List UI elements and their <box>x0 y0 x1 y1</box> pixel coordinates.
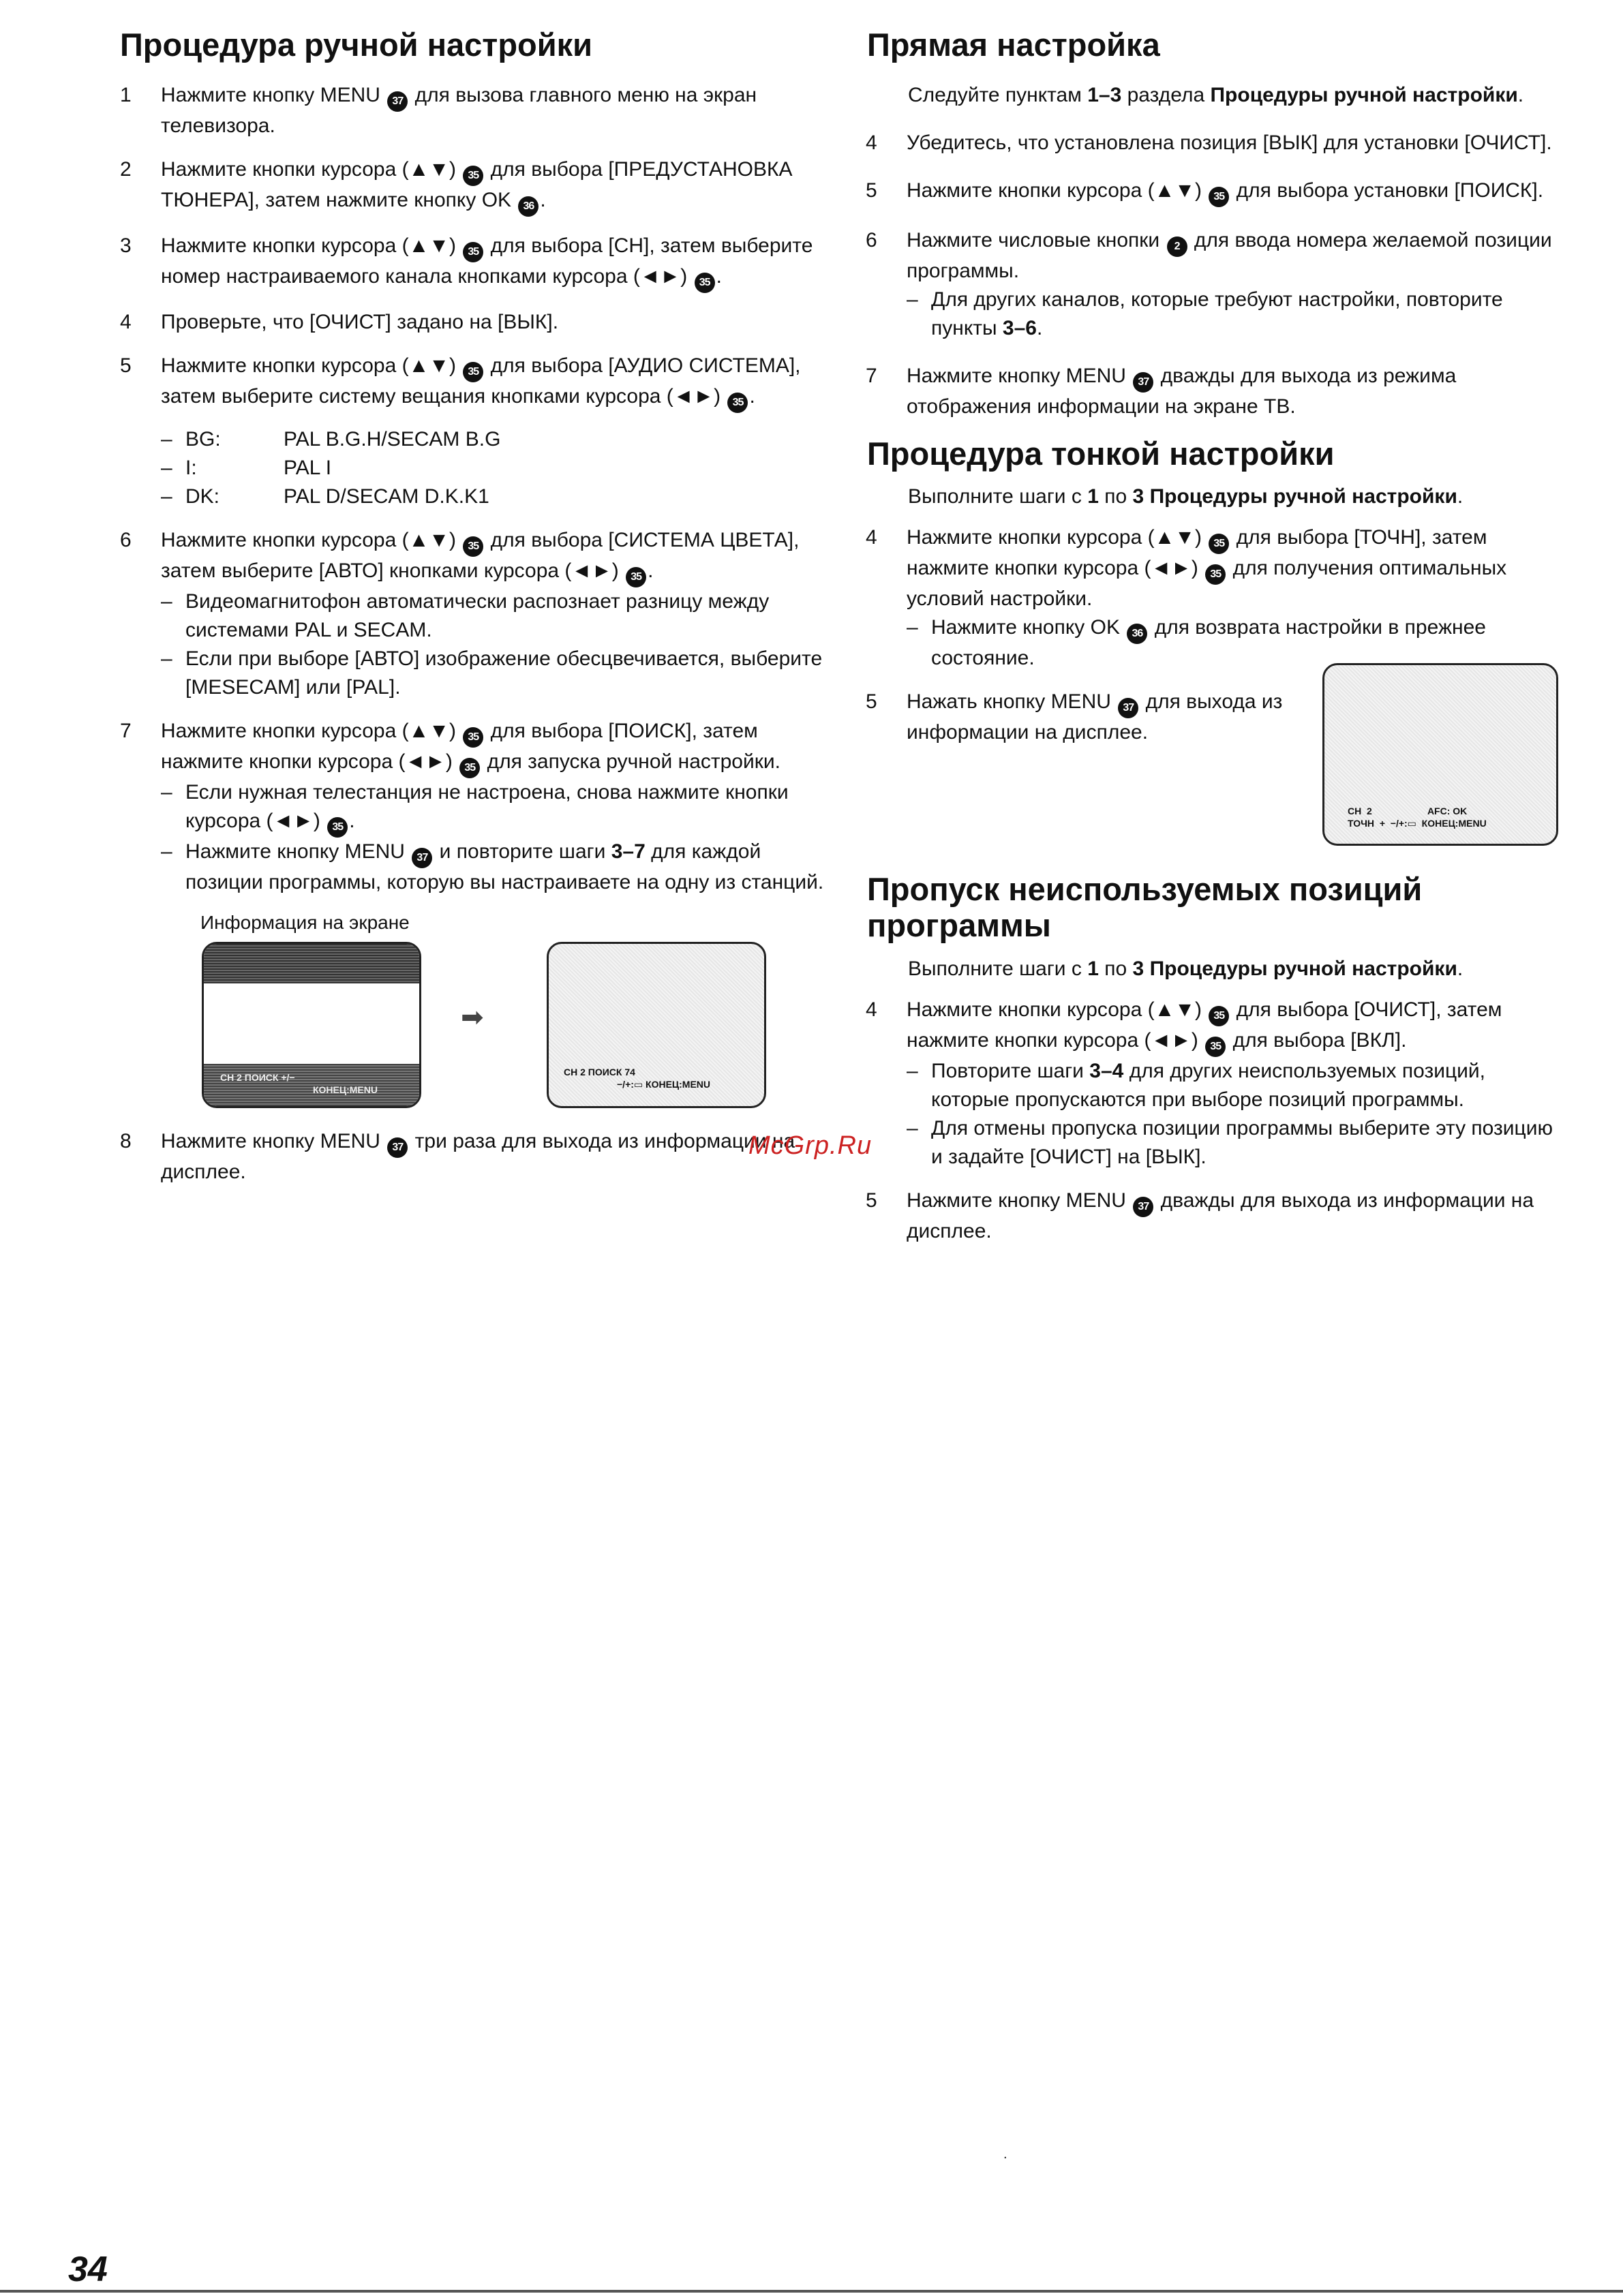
audio-system-list <box>120 425 836 511</box>
button-ref-icon: 35 <box>463 166 483 186</box>
button-ref-icon: 37 <box>387 91 408 112</box>
button-ref-icon: 35 <box>327 817 348 838</box>
direct-step-5: 5 Нажмите кнопки курсора (▲▼) 35 для выбора установки [ПОИСК]. <box>866 177 1568 207</box>
button-ref-icon: 37 <box>412 848 432 868</box>
screen-caption: Информация на экране <box>200 911 410 933</box>
button-ref-icon: 36 <box>1127 624 1147 644</box>
step-number: 4 <box>866 131 877 154</box>
step-number: 2 <box>120 157 132 181</box>
step-number: 5 <box>866 179 877 202</box>
skip-step-4: 4 Нажмите кнопки курсора (▲▼) 35 для выбора [ОЧИСТ], затем нажмите кнопки курсора (◄►) 35 для выбора [ВКЛ]. – Повторите шаги 3–4 для других неиспользуемых позиций, которые пропускаются при выборе позиций программы. – Для отмены пропуска позиции программы выберите эту позицию и задайте [ОЧИСТ] на [ВЫК]. <box>866 996 1568 1172</box>
osd-text: CH 2 ПОИСК 74 <box>564 1066 635 1077</box>
watermark: McGrp.Ru <box>748 1131 873 1160</box>
step-1: 1 Нажмите кнопку MENU 37 для вызова главного меню на экран телевизора. <box>120 81 836 140</box>
button-ref-icon: 35 <box>695 273 715 293</box>
sub-note: – Повторите шаги 3–4 для других неиспользуемых позиций, которые пропускаются при выборе позиций программы. <box>907 1059 1486 1111</box>
step-7: 7 Нажмите кнопки курсора (▲▼) 35 для выбора [ПОИСК], затем нажмите кнопки курсора (◄►) 35 для запуска ручной настройки. – Если нужная телестанция не настроена, снова нажмите кнопки курсора (◄►) 35 . – Нажмите кнопку MENU 37 и повторите шаги 3–7 для каждой позиции программы, которую вы настраиваете на одну из станций. <box>120 717 836 897</box>
fine-step-4: 4 Нажмите кнопки курсора (▲▼) 35 для выбора [ТОЧН], затем нажмите кнопки курсора (◄►) 35 для получения оптимальных условий настройки. – Нажмите кнопку OK 36 для возврата настройки в прежнее состояние. <box>866 523 1568 673</box>
button-ref-icon: 35 <box>626 567 646 587</box>
skip-step-5: 5 Нажмите кнопку MENU 37 дважды для выхода из информации на дисплее. <box>866 1187 1568 1246</box>
right-column <box>866 27 1568 1261</box>
step-number: 5 <box>866 690 877 714</box>
tv-screen-search-start <box>202 942 421 1108</box>
skip-positions-title: Пропуск неиспользуемых позиций программы <box>867 871 1423 943</box>
button-ref-icon: 2 <box>1167 236 1187 257</box>
button-ref-icon: 37 <box>1118 698 1138 718</box>
osd-text: −/+:▭ КОНЕЦ:MENU <box>617 1078 711 1090</box>
page-number: 34 <box>68 2250 108 2289</box>
step-number: 4 <box>866 526 877 549</box>
fine-intro: Выполните шаги с 1 по 3 Процедуры ручной настройки. <box>908 485 1463 508</box>
sub-note: – Нажмите кнопку OK 36 для возврата настройки в прежнее состояние. <box>907 616 1486 670</box>
button-ref-icon: 35 <box>463 362 483 382</box>
skip-intro: Выполните шаги с 1 по 3 Процедуры ручной настройки. <box>908 957 1463 980</box>
button-ref-icon: 35 <box>1209 534 1229 554</box>
button-ref-icon: 37 <box>387 1137 408 1158</box>
step-number: 5 <box>120 354 132 377</box>
step-number: 6 <box>866 228 877 251</box>
direct-step-7: 7 Нажмите кнопку MENU 37 дважды для выхода из режима отображения информации на экране ТВ. <box>866 362 1568 421</box>
sub-note: – Нажмите кнопку MENU 37 и повторите шаги 3–7 для каждой позиции программы, которую вы настраиваете на одну из станций. <box>161 840 824 893</box>
list-item: – BG: PAL B.G.H/SECAM B.G <box>161 427 501 450</box>
sub-note: – Для других каналов, которые требуют настройки, повторите пункты 3–6. <box>907 288 1503 339</box>
button-ref-icon: 35 <box>727 393 748 413</box>
sub-note: – Если нужная телестанция не настроена, снова нажмите кнопки курсора (◄►) 35 . <box>161 778 836 838</box>
step-number: 3 <box>120 234 132 257</box>
left-column <box>120 27 836 1201</box>
step-number: 4 <box>120 310 132 333</box>
button-ref-icon: 35 <box>1209 187 1229 207</box>
button-ref-icon: 35 <box>463 536 483 557</box>
step-number: 4 <box>866 998 877 1021</box>
screen-illustrations <box>120 942 836 1112</box>
button-ref-icon: 37 <box>1133 372 1153 393</box>
sub-note: – Для отмены пропуска позиции программы выберите эту позицию и задайте [ОЧИСТ] на [ВЫК]. <box>907 1116 1553 1168</box>
list-item: – DK: PAL D/SECAM D.K.K1 <box>161 485 489 508</box>
button-ref-icon: 35 <box>459 758 480 778</box>
screen-band <box>204 944 419 983</box>
tv-screen-search-result <box>547 942 766 1108</box>
step-5: 5 Нажмите кнопки курсора (▲▼) 35 для выбора [АУДИО СИСТЕМА], затем выберите систему вещания кнопками курсора (◄►) 35 . <box>120 352 836 413</box>
sub-note: – Если при выборе [АВТО] изображение обесцвечивается, выберите [MESECAM] или [PAL]. <box>161 647 823 699</box>
step-number: 7 <box>866 364 877 387</box>
direct-tuning-title: Прямая настройка <box>867 27 1160 63</box>
stray-dot: . <box>1003 2147 1007 2162</box>
step-2: 2 Нажмите кнопки курсора (▲▼) 35 для выбора [ПРЕДУСТАНОВКА ТЮНЕРА], затем нажмите кнопку OK 36 . <box>120 155 836 217</box>
osd-text: ТОЧН + −/+:▭ КОНЕЦ:MENU <box>1348 818 1487 829</box>
step-number: 1 <box>120 83 132 106</box>
step-number: 8 <box>120 1129 132 1152</box>
step-6: 6 Нажмите кнопки курсора (▲▼) 35 для выбора [СИСТЕМА ЦВЕТА], затем выберите [АВТО] кнопками курсора (◄►) 35 . – Видеомагнитофон автоматически распознает разницу между системами PAL и SECAM. – Если при выборе [АВТО] изображение обесцвечивается, выберите [MESECAM] или [PAL]. <box>120 526 836 702</box>
list-item: – I: PAL I <box>161 456 332 479</box>
sub-note: – Видеомагнитофон автоматически распознает разницу между системами PAL и SECAM. <box>161 590 770 641</box>
osd-text: CH 2 ПОИСК +/− <box>220 1071 295 1083</box>
button-ref-icon: 35 <box>1209 1006 1229 1026</box>
button-ref-icon: 36 <box>518 196 539 217</box>
button-ref-icon: 37 <box>1133 1197 1153 1217</box>
step-number: 5 <box>866 1189 877 1212</box>
arrow-right-icon: ➡ <box>461 1002 484 1032</box>
step-4: 4 Проверьте, что [ОЧИСТ] задано на [ВЫК]. <box>120 308 836 337</box>
button-ref-icon: 35 <box>1205 1037 1226 1057</box>
step-number: 6 <box>120 528 132 551</box>
fine-step-5: 5 Нажать кнопку MENU 37 для выхода из информации на дисплее. <box>866 688 1288 747</box>
step-8: 8 Нажмите кнопку MENU 37 три раза для выхода из информации на дисплее. <box>120 1127 836 1187</box>
button-ref-icon: 35 <box>463 727 483 748</box>
osd-text: КОНЕЦ:MENU <box>313 1084 378 1095</box>
button-ref-icon: 35 <box>463 242 483 262</box>
tv-screen-fine-tuning <box>1322 663 1558 846</box>
fine-step-5-block <box>866 688 1568 872</box>
step-3: 3 Нажмите кнопки курсора (▲▼) 35 для выбора [CH], затем выберите номер настраиваемого канала кнопками курсора (◄►) 35 . <box>120 232 836 293</box>
osd-text: CH 2 AFC: OK <box>1348 806 1468 817</box>
step-number: 7 <box>120 719 132 742</box>
button-ref-icon: 35 <box>1205 564 1226 585</box>
fine-tuning-title: Процедура тонкой настройки <box>867 435 1335 472</box>
direct-intro: Следуйте пунктам 1–3 раздела Процедуры ручной настройки. <box>908 83 1524 106</box>
direct-step-4: 4 Убедитесь, что установлена позиция [ВЫК] для установки [ОЧИСТ]. <box>866 129 1568 157</box>
bottom-rule <box>0 2290 1623 2293</box>
manual-tuning-title: Процедура ручной настройки <box>120 27 593 63</box>
direct-step-6: 6 Нажмите числовые кнопки 2 для ввода номера желаемой позиции программы. – Для других каналов, которые требуют настройки, повторите пункты 3–6. <box>866 226 1568 343</box>
screen-band <box>204 1064 419 1106</box>
